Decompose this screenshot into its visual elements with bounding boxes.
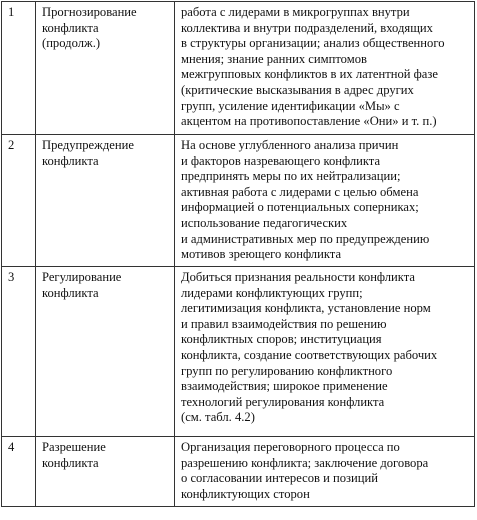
actions-line: разрешению конфликта; заключение договора — [181, 455, 429, 470]
actions-line: о согласовании интересов и позиций — [181, 471, 378, 486]
actions-line: На основе углубленного анализа причин — [181, 138, 399, 152]
stage-number-cell — [2, 135, 36, 267]
actions-line: Организация переговорного процесса по — [181, 440, 400, 454]
actions-line: работа с лидерами в микрогруппах внутри — [181, 5, 410, 19]
stage-number: 4 — [8, 440, 15, 454]
actions-line: конфликтующих сторон — [181, 486, 310, 501]
actions-line: межгрупповых конфликтов в их латентной фазе — [181, 67, 438, 82]
conflict-stages-table — [1, 1, 475, 507]
actions-line: Добиться признания реальности конфликта — [181, 270, 415, 284]
stage-actions-cell — [175, 2, 475, 135]
stage-name-line: конфликта — [42, 455, 99, 470]
stage-actions-cell — [175, 267, 475, 437]
stage-name-line: Разрешение — [42, 440, 106, 454]
actions-line: предпринять меры по их нейтрализации; — [181, 169, 401, 184]
stage-name-cell — [36, 2, 175, 135]
stage-number: 3 — [8, 270, 15, 284]
table-row — [2, 267, 475, 437]
actions-line: групп, усиление идентификации «Мы» с — [181, 98, 400, 113]
stage-name-cell — [36, 437, 175, 507]
actions-line: использование педагогических — [181, 215, 348, 230]
stage-name-line: Предупреждение — [42, 138, 134, 152]
table-row — [2, 135, 475, 267]
actions-line: в структуры организации; анализ общественного — [181, 36, 445, 51]
table-body — [2, 2, 475, 507]
stage-actions-cell — [175, 135, 475, 267]
table-row — [2, 2, 475, 135]
stage-number-cell — [2, 267, 36, 437]
actions-line: акцентом на противопоставление «Они» и т. п.) — [181, 114, 437, 129]
actions-line: и административных мер по предупреждению — [181, 231, 430, 246]
stage-name-cell — [36, 135, 175, 267]
stage-name-line: конфликта — [42, 153, 99, 168]
table-row — [2, 437, 475, 507]
actions-line: мотивов зреющего конфликта — [181, 247, 342, 262]
stage-number-cell — [2, 2, 36, 135]
stage-actions-cell — [175, 437, 475, 507]
actions-line: взаимодействия; широкое применение — [181, 379, 388, 394]
stage-name-cell — [36, 267, 175, 437]
stage-name-line: конфликта — [42, 285, 99, 300]
actions-line: информацией о потенциальных соперниках; — [181, 200, 419, 215]
stage-number-cell — [2, 437, 36, 507]
stage-number: 1 — [8, 5, 15, 19]
actions-line: конфликта, создание соответствующих рабочих — [181, 347, 438, 362]
actions-line: (см. табл. 4.2) — [181, 410, 255, 425]
actions-line: групп по регулированию конфликтного — [181, 363, 393, 378]
actions-line: лидерами конфликтующих групп; — [181, 285, 363, 300]
actions-line: конфликтных споров; институциация — [181, 332, 382, 347]
stage-name-line: (продолж.) — [42, 36, 101, 51]
actions-line: легитимизация конфликта, установление норм — [181, 301, 431, 316]
stage-name-line: конфликта — [42, 20, 99, 35]
stage-number: 2 — [8, 138, 15, 152]
actions-line: технологий регулирования конфликта — [181, 394, 385, 409]
actions-line: коллектива и внутри подразделений, входящих — [181, 20, 433, 35]
actions-line: активная работа с лидерами с целью обмена — [181, 184, 419, 199]
actions-line: и факторов назревающего конфликта — [181, 153, 381, 168]
stage-name-line: Прогнозирование — [42, 5, 137, 19]
actions-line: мнения; знание ранних симптомов — [181, 51, 367, 66]
actions-line: (критические высказывания в адрес других — [181, 82, 414, 97]
actions-line: и правил взаимодействия по решению — [181, 316, 387, 331]
stage-name-line: Регулирование — [42, 270, 122, 284]
